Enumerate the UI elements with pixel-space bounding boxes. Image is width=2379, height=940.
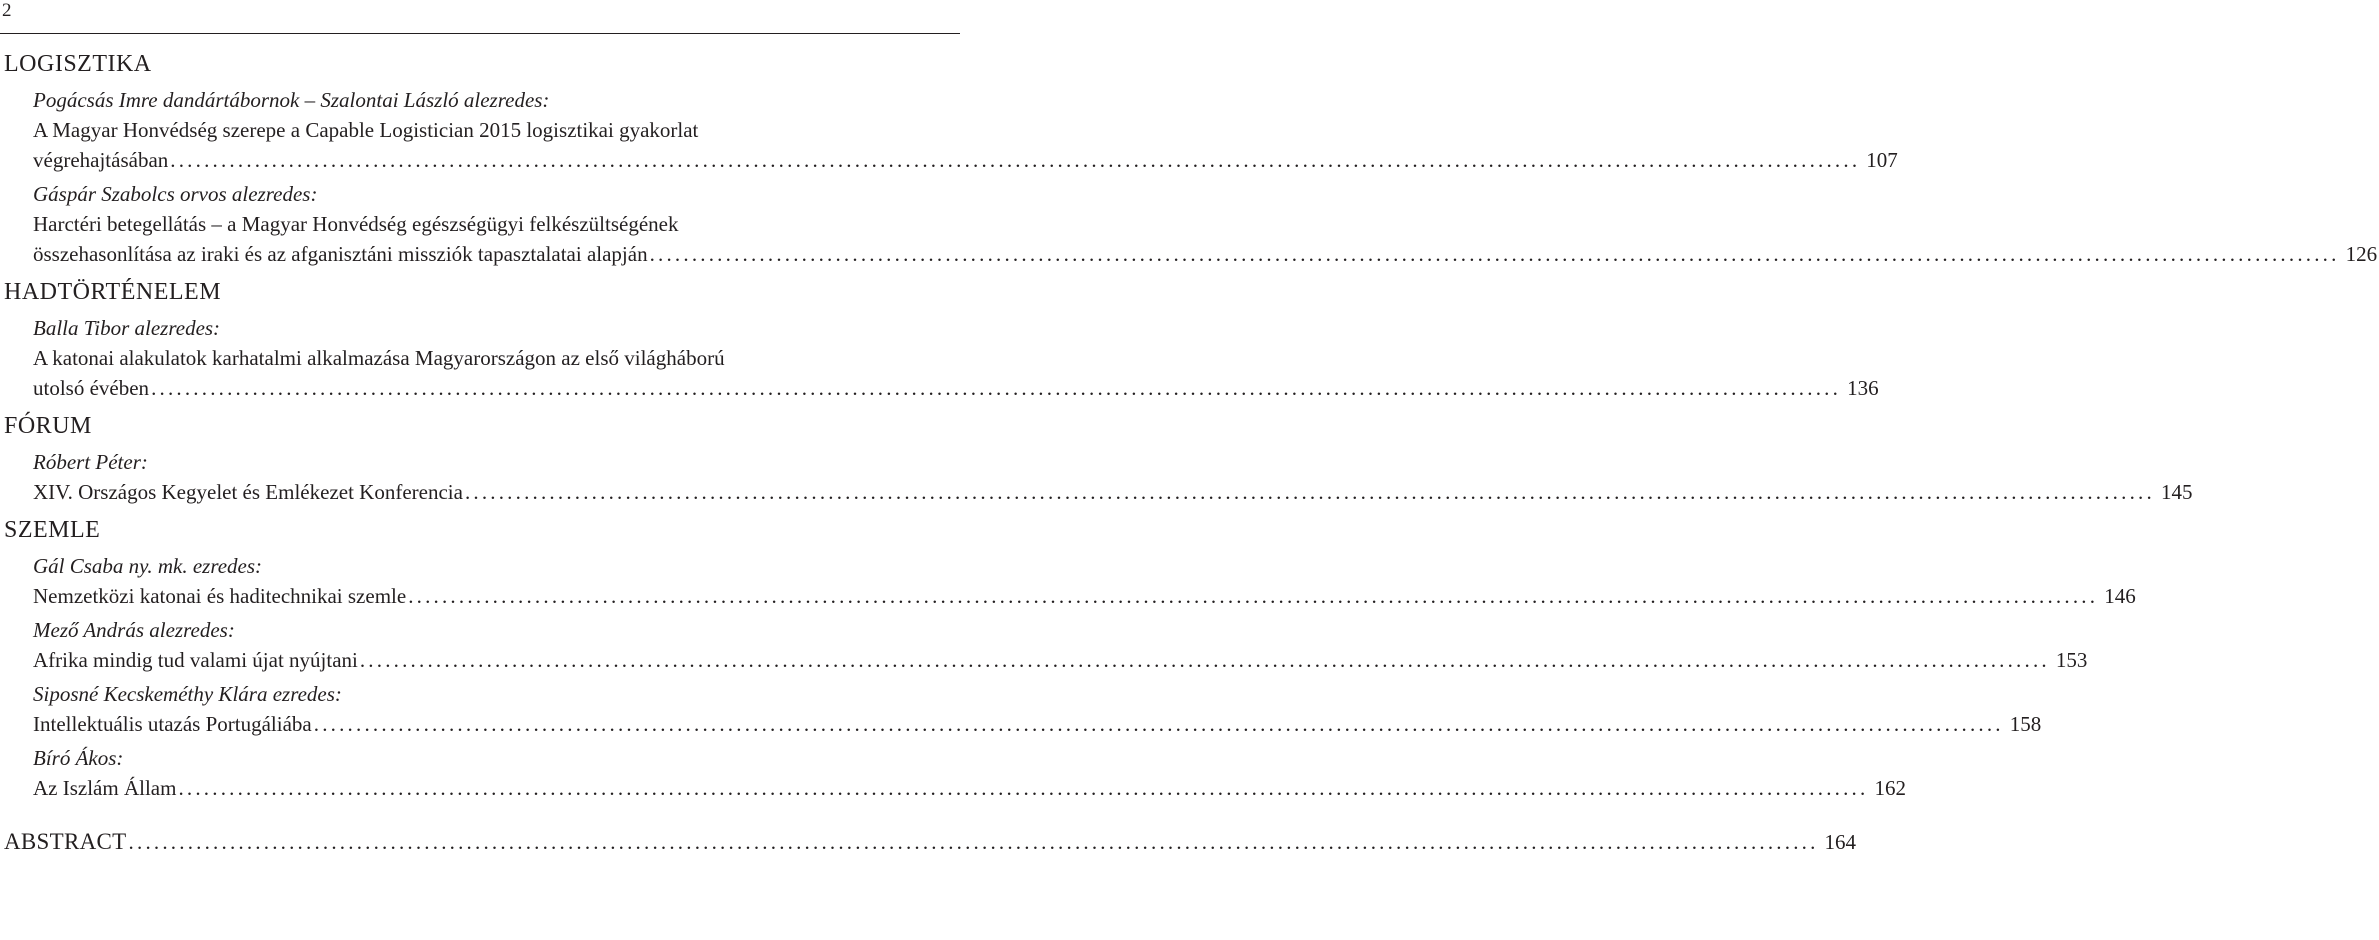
toc-entry[interactable] (0, 743, 1906, 803)
entry-author: Gáspár Szabolcs orvos alezredes: (33, 182, 318, 206)
entry-title-last-line: Intellektuális utazás Portugáliába (33, 712, 312, 736)
dot-leader: ........................................................................................................................................................................................................ (464, 480, 2155, 504)
dot-leader: ........................................................................................................................................................................................................ (359, 648, 2050, 672)
entry-author: Róbert Péter: (33, 450, 148, 474)
entry-author: Gál Csaba ny. mk. ezredes: (33, 554, 263, 578)
abstract-entry[interactable] (0, 825, 1857, 859)
dot-leader: ........................................................................................................................................................................................................ (170, 148, 1861, 172)
entry-page-number: 153 (2055, 648, 2088, 672)
entry-title-leader-line (33, 239, 2378, 269)
entry-title-leader-line (33, 145, 1898, 175)
entry-title-last-line: utolsó évében (33, 376, 150, 400)
entry-title-leader-line (33, 477, 2193, 507)
entry-title-leader-line (33, 373, 1879, 403)
abstract-page-number: 164 (1824, 830, 1857, 854)
entry-page-number: 145 (2160, 480, 2193, 504)
entry-title-leader-line (33, 709, 2042, 739)
entry-title-last-line: összehasonlítása az iraki és az afganisztáni missziók tapasztalatai alapján (33, 242, 648, 266)
entry-title-leader-line (33, 581, 2136, 611)
dot-leader: ........................................................................................................................................................................................................ (178, 776, 1869, 800)
entry-author: Siposné Kecskeméthy Klára ezredes: (33, 682, 342, 706)
entry-title-last-line: végrehajtásában (33, 148, 169, 172)
abstract-title: ABSTRACT (4, 829, 127, 854)
toc-entry[interactable] (0, 551, 2136, 611)
entry-title-last-line: Afrika mindig tud valami újat nyújtani (33, 648, 358, 672)
section-title: LOGISZTIKA (4, 51, 152, 77)
entry-title-line: A Magyar Honvédség szerepe a Capable Logistician 2015 logisztikai gyakorlat (33, 118, 699, 142)
entry-title-leader-line (33, 645, 2088, 675)
entry-title-last-line: Nemzetközi katonai és haditechnikai szemle (33, 584, 407, 608)
toc-entry[interactable] (0, 615, 2088, 675)
entry-page-number: 107 (1866, 148, 1898, 172)
entry-title-line: A katonai alakulatok karhatalmi alkalmazása Magyarországon az első világháború (33, 346, 725, 370)
toc-entry[interactable] (0, 85, 1898, 175)
entry-author: Bíró Ákos: (33, 746, 124, 770)
table-of-contents (0, 47, 2378, 859)
toc-entry[interactable] (0, 679, 2042, 739)
entry-title-leader-line (33, 773, 1906, 803)
header-rule (0, 33, 960, 34)
dot-leader: ........................................................................................................................................................................................................ (151, 376, 1842, 400)
toc-entry[interactable] (0, 179, 2378, 269)
entry-title-last-line: Az Iszlám Állam (33, 776, 177, 800)
section-title: HADTÖRTÉNELEM (4, 279, 222, 305)
dot-leader: ........................................................................................................................................................................................................ (313, 712, 2004, 736)
dot-leader: ........................................................................................................................................................................................................ (649, 242, 2340, 266)
entry-author: Mező András alezredes: (33, 618, 235, 642)
entry-page-number: 162 (1874, 776, 1906, 800)
section-title: SZEMLE (4, 517, 101, 543)
entry-page-number: 146 (2104, 584, 2136, 608)
entry-title-line: Harctéri betegellátás – a Magyar Honvédség egészségügyi felkészültségének (33, 212, 679, 236)
toc-entry[interactable] (0, 313, 1879, 403)
entry-author: Balla Tibor alezredes: (33, 316, 221, 340)
page-number: 2 (2, 0, 12, 21)
entry-title-last-line: XIV. Országos Kegyelet és Emlékezet Konferencia (33, 480, 463, 504)
section-title: FÓRUM (4, 413, 92, 439)
toc-entry[interactable] (0, 447, 2193, 507)
dot-leader: ........................................................................................................................................................................................................ (408, 584, 2099, 608)
entry-author: Pogácsás Imre dandártábornok – Szalontai László alezredes: (33, 88, 550, 112)
entry-page-number: 126 (2345, 242, 2378, 266)
dot-leader: ........................................................................................................................................................................................................ (128, 830, 1819, 854)
entry-page-number: 158 (2009, 712, 2042, 736)
entry-page-number: 136 (1847, 376, 1879, 400)
